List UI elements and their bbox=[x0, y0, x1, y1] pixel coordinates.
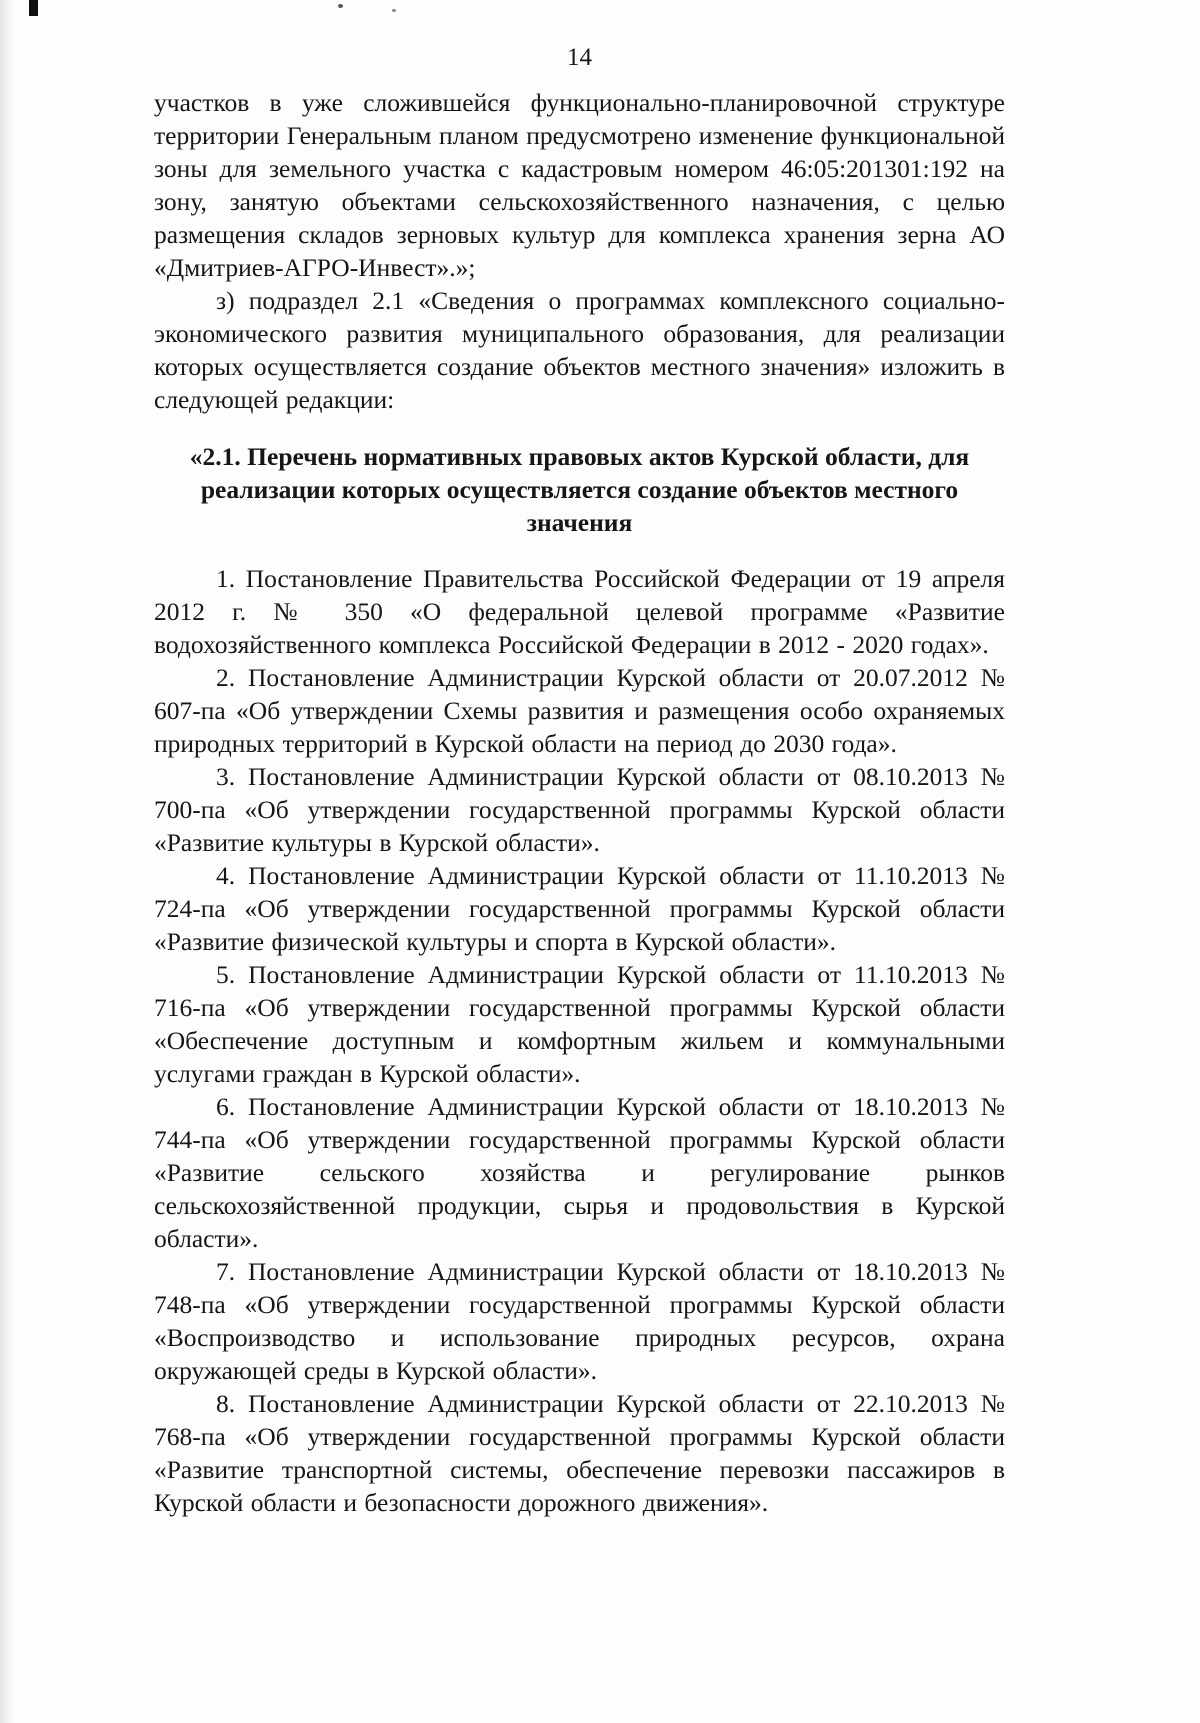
list-item: 6. Постановление Администрации Курской области от 18.10.2013 № 744-па «Об утверждении государственной программы Курской области «Развитие сельского хозяйства и регулирование рынков сельскохозяйственной продукции, сырья и продовольствия в Курской области». bbox=[154, 1092, 1005, 1253]
list-item: 8. Постановление Администрации Курской области от 22.10.2013 № 768-па «Об утверждении государственной программы Курской области «Развитие транспортной системы, обеспечение перевозки пассажиров в Курской области и безопасности дорожного движения». bbox=[154, 1389, 1005, 1517]
list-item: 1. Постановление Правительства Российской Федерации от 19 апреля 2012 г. № 350 «О федеральной целевой программе «Развитие водохозяйственного комплекса Российской Федерации в 2012 - 2020 годах». bbox=[154, 564, 1005, 659]
text-block bbox=[154, 0, 1005, 1519]
list-item: 4. Постановление Администрации Курской области от 11.10.2013 № 724-па «Об утверждении государственной программы Курской области «Развитие физической культуры и спорта в Курской области». bbox=[154, 861, 1005, 956]
scan-edge-shadow bbox=[0, 0, 14, 1723]
paragraph-continuation: участков в уже сложившейся функционально-планировочной структуре территории Генеральным планом предусмотрено изменение функциональной зоны для земельного участка с кадастровым номером 46:05:201301:192 на зону, занятую объектами сельскохозяйственного назначения, с целью размещения складов зерновых культур для комплекса хранения зерна АО «Дмитриев-АГРО-Инвест».»; bbox=[154, 88, 1005, 282]
paragraph-subitem-z: з) подраздел 2.1 «Сведения о программах комплексного социально-экономического развития муниципального образования, для реализации которых осуществляется создание объектов местного значения» изложить в следующей редакции: bbox=[154, 286, 1005, 414]
list-item: 7. Постановление Администрации Курской области от 18.10.2013 № 748-па «Об утверждении государственной программы Курской области «Воспроизводство и использование природных ресурсов, охрана окружающей среды в Курской области». bbox=[154, 1257, 1005, 1385]
section-heading: «2.1. Перечень нормативных правовых актов Курской области, для реализации которых осуществляется создание объектов местного значения bbox=[189, 442, 970, 537]
list-item: 3. Постановление Администрации Курской области от 08.10.2013 № 700-па «Об утверждении государственной программы Курской области «Развитие культуры в Курской области». bbox=[154, 762, 1005, 857]
list-item: 5. Постановление Администрации Курской области от 11.10.2013 № 716-па «Об утверждении государственной программы Курской области «Обеспечение доступным и комфортным жильем и коммунальными услугами граждан в Курской области». bbox=[154, 960, 1005, 1088]
page-number: 14 bbox=[567, 44, 592, 71]
scan-artifact bbox=[29, 0, 38, 16]
list-item: 2. Постановление Администрации Курской области от 20.07.2012 № 607-па «Об утверждении Схемы развития и размещения особо охраняемых природных территорий в Курской области на период до 2030 года». bbox=[154, 663, 1005, 758]
